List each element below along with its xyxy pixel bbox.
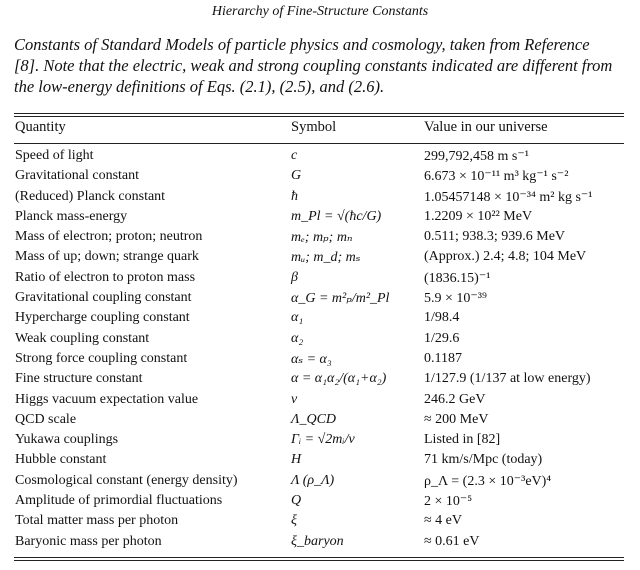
symbol-cell: ħ [291, 188, 298, 204]
table-row [0, 472, 640, 492]
symbol-cell: H [291, 452, 302, 468]
table-row [0, 147, 640, 167]
quantity-cell: Higgs vacuum expectation value [15, 391, 199, 407]
quantity-cell: Baryonic mass per photon [15, 533, 162, 549]
value-cell: ≈ 4 eV [424, 513, 463, 529]
value-cell: 5.9 × 10⁻³⁹ [424, 291, 487, 307]
header-rule [14, 143, 624, 144]
table-row [0, 309, 640, 329]
value-cell: ≈ 200 MeV [424, 411, 489, 427]
table-row [0, 188, 640, 208]
symbol-cell: c [291, 148, 298, 163]
symbol-cell: α₁ [291, 310, 304, 326]
quantity-cell: Hypercharge coupling constant [15, 310, 190, 326]
quantity-cell: Mass of up; down; strange quark [15, 249, 199, 265]
quantity-cell: Gravitational coupling constant [15, 290, 192, 306]
table-row [0, 370, 640, 390]
symbol-cell: mᵤ; m_d; mₛ [291, 250, 361, 266]
symbol-cell: α₂ [291, 330, 304, 346]
quantity-cell: Cosmological constant (energy density) [15, 472, 238, 488]
quantity-cell: Mass of electron; proton; neutron [15, 229, 203, 245]
symbol-cell: ξ [291, 513, 297, 529]
value-cell: 246.2 GeV [424, 391, 486, 407]
symbol-cell: Λ (ρ_Λ) [291, 472, 335, 488]
column-header-value: Value in our universe [424, 119, 548, 135]
table-row [0, 431, 640, 451]
symbol-cell: Λ_QCD [291, 411, 337, 427]
quantity-cell: Total matter mass per photon [15, 513, 179, 529]
table-row [0, 411, 640, 431]
symbol-cell: Q [291, 493, 302, 509]
table-row [0, 492, 640, 512]
page-header: Hierarchy of Fine-Structure Constants [211, 4, 429, 19]
value-cell: 0.1187 [424, 350, 462, 366]
value-cell: 71 km/s/Mpc (today) [424, 452, 543, 468]
bottom-rule-double [14, 560, 624, 561]
table-row [0, 451, 640, 471]
value-cell: 1/127.9 (1/137 at low energy) [424, 371, 591, 387]
table-caption: Constants of Standard Models of particle physics and cosmology, taken from Reference [8]. Note that the electric, weak and strong coupling constants indicated are different from the low-energy definitions of Eqs. (2.1), (2.5), and (2.6). [14, 35, 613, 96]
value-cell: ρ_Λ = (2.3 × 10⁻³eV)⁴ [424, 473, 552, 489]
quantity-cell: Gravitational constant [15, 168, 140, 184]
quantity-cell: Ratio of electron to proton mass [15, 269, 196, 285]
value-cell: 2 × 10⁻⁵ [424, 494, 473, 510]
quantity-cell: Speed of light [15, 148, 94, 163]
symbol-cell: α_G = m²ₚ/m²_Pl [291, 291, 390, 307]
column-header-symbol: Symbol [291, 119, 337, 135]
value-cell: (1836.15)⁻¹ [424, 270, 491, 286]
symbol-cell: G [291, 168, 302, 184]
column-header-quantity: Quantity [15, 119, 66, 135]
table-row [0, 228, 640, 248]
symbol-cell: ξ_baryon [291, 533, 344, 549]
quantity-cell: Yukawa couplings [15, 432, 119, 448]
quantity-cell: QCD scale [15, 411, 77, 427]
value-cell: Listed in [82] [424, 432, 501, 448]
value-cell: 6.673 × 10⁻¹¹ m³ kg⁻¹ s⁻² [424, 169, 569, 185]
table-row [0, 248, 640, 268]
value-cell: 299,792,458 m s⁻¹ [424, 149, 529, 164]
quantity-cell: (Reduced) Planck constant [15, 188, 166, 204]
symbol-cell: mₑ; mₚ; mₙ [291, 230, 353, 246]
table-row [0, 350, 640, 370]
table-body [0, 147, 640, 553]
top-rule-double [14, 116, 624, 117]
table-row [0, 289, 640, 309]
quantity-cell: Planck mass-energy [15, 208, 128, 224]
value-cell: (Approx.) 2.4; 4.8; 104 MeV [424, 249, 587, 265]
symbol-cell: m_Pl = √(ħc/G) [291, 208, 382, 224]
value-cell: 0.511; 938.3; 939.6 MeV [424, 229, 566, 245]
quantity-cell: Weak coupling constant [15, 330, 150, 346]
value-cell: 1.05457148 × 10⁻³⁴ m² kg s⁻¹ [424, 189, 593, 205]
quantity-cell: Amplitude of primordial fluctuations [15, 493, 223, 509]
table-row [0, 208, 640, 228]
value-cell: 1/29.6 [424, 330, 460, 346]
value-cell: 1.2209 × 10²² MeV [424, 208, 533, 224]
quantity-cell: Fine structure constant [15, 371, 143, 387]
symbol-cell: v [291, 391, 298, 407]
table-row [0, 330, 640, 350]
symbol-cell: αₛ = α₃ [291, 351, 332, 367]
table-row [0, 269, 640, 289]
table-row [0, 167, 640, 187]
symbol-cell: β [291, 269, 298, 285]
quantity-cell: Strong force coupling constant [15, 350, 188, 366]
table-row [0, 533, 640, 553]
value-cell: ≈ 0.61 eV [424, 533, 480, 549]
symbol-cell: α = α₁α₂/(α₁+α₂) [291, 371, 387, 387]
table-row [0, 512, 640, 532]
bottom-rule [14, 557, 624, 558]
symbol-cell: Γᵢ = √2mᵢ/v [291, 432, 355, 448]
value-cell: 1/98.4 [424, 310, 460, 326]
quantity-cell: Hubble constant [15, 452, 107, 468]
top-rule [14, 113, 624, 114]
table-row [0, 391, 640, 411]
